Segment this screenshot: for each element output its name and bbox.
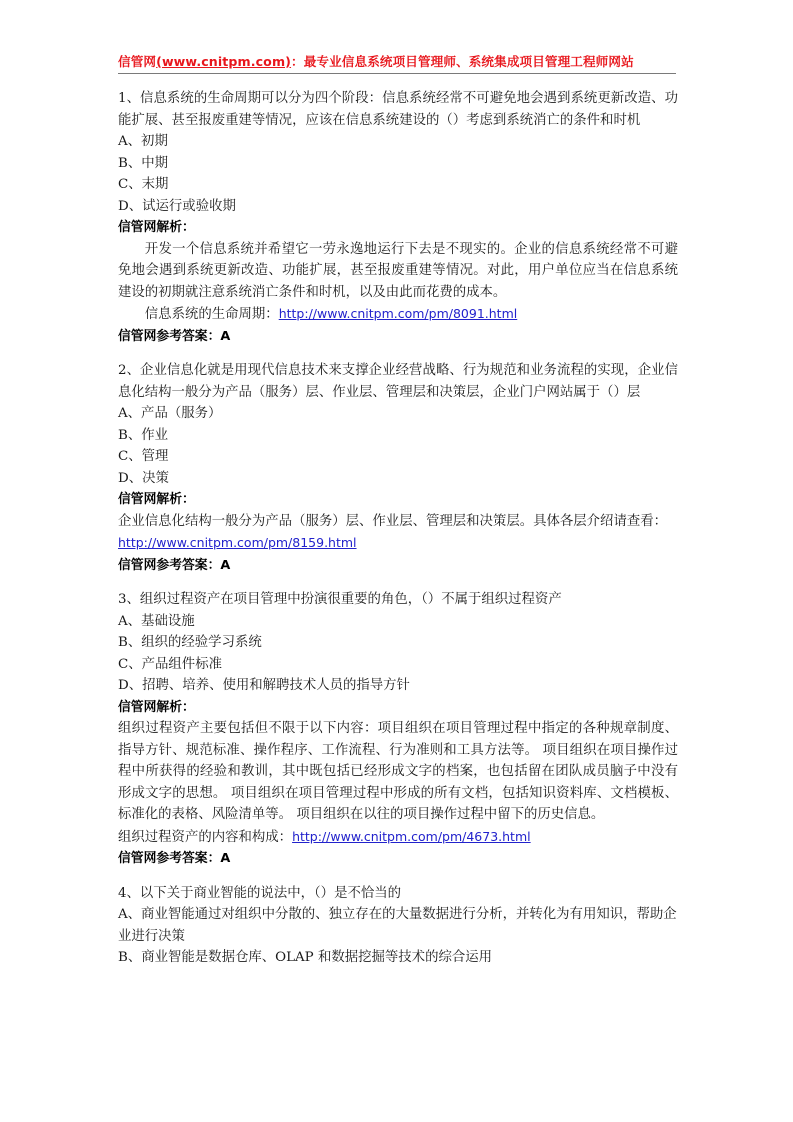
question-stem: 1、信息系统的生命周期可以分为四个阶段：信息系统经常不可避免地会遇到系统更新改造、功能扩展、甚至报废重建等情况，应该在信息系统建设的（）考虑到系统消亡的条件和时机 [118, 91, 678, 128]
question-separator [118, 347, 678, 360]
question-block-2 [118, 360, 678, 576]
option-a: A、初期 [118, 134, 168, 149]
answer-label: 信管网参考答案： [118, 557, 221, 573]
answer-value: A [220, 557, 231, 573]
answer-value: A [220, 328, 231, 344]
question-block-4 [118, 883, 678, 969]
analysis-label: 信管网解析： [118, 699, 195, 715]
reference-link[interactable]: http://www.cnitpm.com/pm/8091.html [278, 306, 518, 321]
answer-line [118, 555, 678, 577]
option-d: D、决策 [118, 470, 169, 486]
site-header [118, 53, 678, 70]
question-separator [118, 870, 678, 883]
analysis-paragraph: 企业信息化结构一般分为产品（服务）层、作业层、管理层和决策层。具体各层介绍请查看： [118, 513, 668, 529]
option-c: C、末期 [118, 177, 169, 192]
option-b: B、商业智能是数据仓库、OLAP 和数据挖掘等技术的综合运用 [118, 950, 493, 965]
answer-value: A [220, 851, 231, 866]
option-b: B、作业 [118, 427, 169, 443]
reference-line [118, 826, 678, 849]
reference-link[interactable]: http://www.cnitpm.com/pm/4673.html [292, 828, 531, 844]
option-c: C、产品组件标准 [118, 656, 222, 672]
option-c: C、管理 [118, 449, 169, 464]
question-block-3 [118, 589, 678, 870]
question-block-1 [118, 88, 678, 347]
reference-line [118, 303, 678, 326]
site-header-url: (www.cnitpm.com) [156, 54, 292, 69]
question-stem: 4、以下关于商业智能的说法中，（）是不恰当的 [118, 885, 402, 901]
question-stem: 3、组织过程资产在项目管理中扮演很重要的角色，（）不属于组织过程资产 [118, 592, 562, 607]
reference-link[interactable]: http://www.cnitpm.com/pm/8159.html [118, 535, 357, 550]
document-content [118, 53, 678, 969]
reference-prefix: 组织过程资产的内容和构成： [118, 829, 293, 845]
answer-line [118, 326, 678, 348]
analysis-label: 信管网解析： [118, 492, 195, 507]
option-b: B、组织的经验学习系统 [118, 635, 262, 650]
question-separator [118, 576, 678, 589]
option-d: D、招聘、培养、使用和解聘技术人员的指导方针 [118, 678, 410, 693]
option-a: A、基础设施 [118, 613, 195, 629]
option-d: D、试运行或验收期 [118, 198, 236, 214]
option-a: A、商业智能通过对组织中分散的、独立存在的大量数据进行分析，并转化为有用知识，帮助企业进行决策 [118, 907, 677, 944]
analysis-paragraph: 组织过程资产主要包括但不限于以下内容：项目组织在项目管理过程中指定的各种规章制度、指导方针、规范标准、操作程序、工作流程、行为准则和工具方法等。 项目组织在项目操作过程中所获得的经验和教训，其中既包括已经形成文字的档案，也包括留在团队成员脑子中没有形成文字的思想。 项目组织在项目管理过程中形成的所有文档，包括知识资料库、文档模板、标准化的表格、风险清单等。 项目组织在以往的项目操作过程中留下的历史信息。 [118, 721, 678, 822]
question-stem: 2、企业信息化就是用现代信息技术来支撑企业经营战略、行为规范和业务流程的实现，企业信息化结构一般分为产品（服务）层、作业层、管理层和决策层，企业门户网站属于（）层 [118, 363, 678, 400]
analysis-paragraph: 开发一个信息系统并希望它一劳永逸地运行下去是不现实的。企业的信息系统经常不可避免地会遇到系统更新改造、功能扩展，甚至报废重建等情况。对此，用户单位应当在信息系统建设的初期就注意系统消亡条件和时机，以及由此而花费的成本。 [118, 241, 678, 300]
option-a: A、产品（服务） [118, 406, 222, 421]
reference-line [118, 532, 678, 555]
site-header-prefix: 信管网 [118, 54, 157, 69]
option-b: B、中期 [118, 155, 169, 171]
header-divider [118, 73, 676, 74]
analysis-label: 信管网解析： [118, 220, 195, 235]
reference-prefix: 信息系统的生命周期： [144, 307, 279, 322]
answer-line [118, 848, 678, 870]
site-header-suffix: ：最专业信息系统项目管理师、系统集成项目管理工程师网站 [291, 54, 634, 69]
answer-label: 信管网参考答案： [118, 851, 221, 866]
answer-label: 信管网参考答案： [118, 328, 221, 344]
